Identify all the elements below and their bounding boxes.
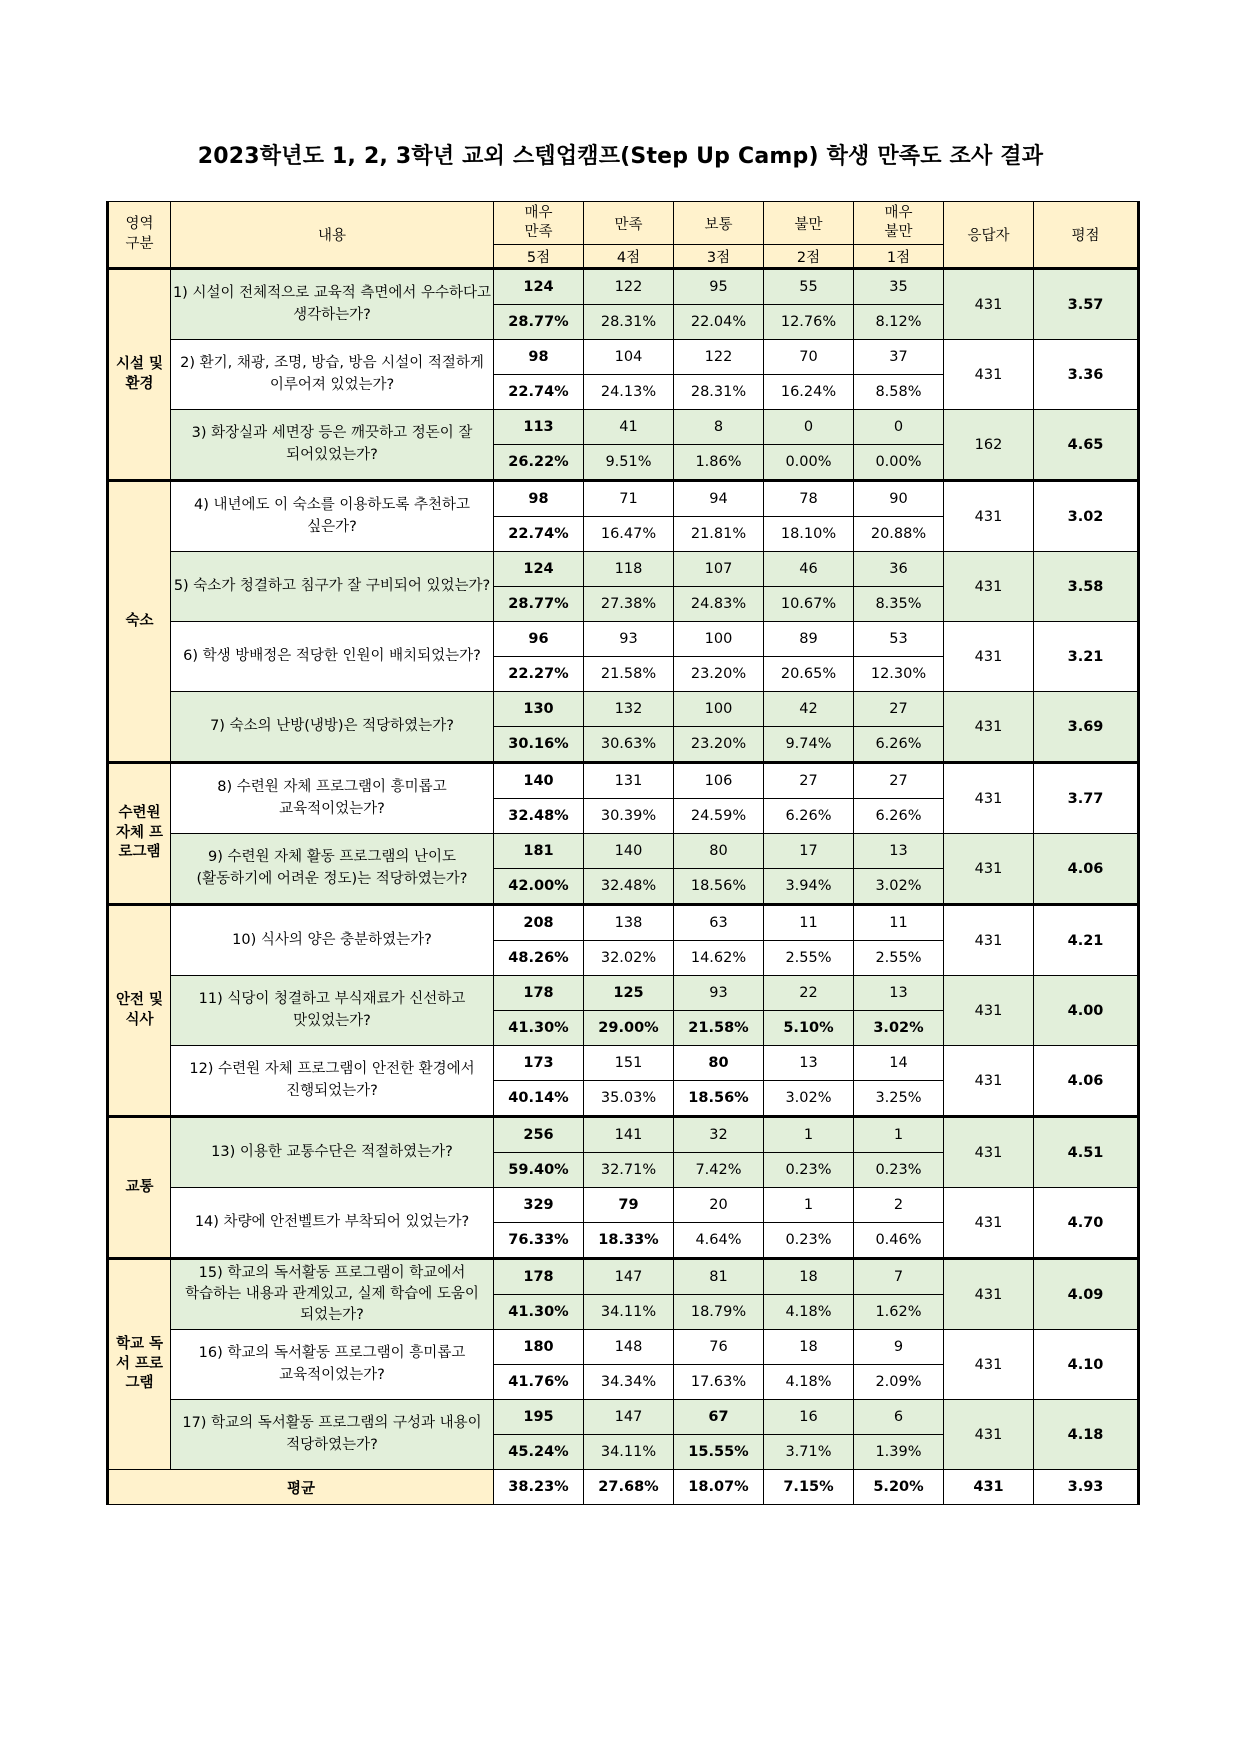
respondents-cell: 431 (944, 1046, 1034, 1117)
count-cell: 22 (764, 976, 854, 1011)
average-percent: 7.15% (764, 1470, 854, 1505)
header-scale-2: 불만 (764, 202, 854, 245)
respondents-cell: 431 (944, 340, 1034, 410)
count-cell: 9 (854, 1330, 944, 1365)
average-label: 평균 (108, 1470, 494, 1505)
respondents-cell: 431 (944, 1330, 1034, 1400)
percent-cell: 0.23% (764, 1223, 854, 1259)
respondents-cell: 431 (944, 905, 1034, 976)
respondents-cell: 431 (944, 1400, 1034, 1470)
percent-cell: 23.20% (674, 727, 764, 763)
score-cell: 4.18 (1034, 1400, 1139, 1470)
count-cell: 122 (674, 340, 764, 375)
count-cell: 93 (674, 976, 764, 1011)
question-count-row (108, 622, 1139, 657)
percent-cell: 34.11% (584, 1435, 674, 1470)
percent-cell: 42.00% (494, 869, 584, 905)
count-cell: 27 (764, 763, 854, 799)
count-cell: 41 (584, 410, 674, 445)
count-cell: 124 (494, 552, 584, 587)
average-percent: 5.20% (854, 1470, 944, 1505)
count-cell: 27 (854, 763, 944, 799)
category-cell: 숙소 (108, 481, 171, 763)
header-score: 평점 (1034, 202, 1139, 269)
average-percent: 18.07% (674, 1470, 764, 1505)
header-scale-3: 보통 (674, 202, 764, 245)
category-cell: 시설 및 환경 (108, 269, 171, 481)
header-points-4: 4점 (584, 245, 674, 269)
count-cell: 1 (854, 1117, 944, 1153)
header-scale-5: 매우 만족 (494, 202, 584, 245)
question-text: 7) 숙소의 난방(냉방)은 적당하였는가? (171, 692, 494, 763)
count-cell: 132 (584, 692, 674, 727)
question-count-row (108, 905, 1139, 941)
percent-cell: 3.71% (764, 1435, 854, 1470)
score-cell: 4.21 (1034, 905, 1139, 976)
count-cell: 118 (584, 552, 674, 587)
percent-cell: 28.31% (584, 305, 674, 340)
respondents-cell: 431 (944, 269, 1034, 340)
question-text: 13) 이용한 교통수단은 적절하였는가? (171, 1117, 494, 1188)
percent-cell: 22.74% (494, 375, 584, 410)
percent-cell: 27.38% (584, 587, 674, 622)
average-row (108, 1470, 1139, 1505)
percent-cell: 1.62% (854, 1295, 944, 1330)
score-cell: 4.06 (1034, 834, 1139, 905)
count-cell: 1 (764, 1117, 854, 1153)
count-cell: 113 (494, 410, 584, 445)
percent-cell: 2.55% (764, 941, 854, 976)
count-cell: 98 (494, 481, 584, 517)
percent-cell: 8.58% (854, 375, 944, 410)
count-cell: 130 (494, 692, 584, 727)
score-cell: 4.51 (1034, 1117, 1139, 1188)
respondents-cell: 431 (944, 834, 1034, 905)
percent-cell: 21.81% (674, 517, 764, 552)
percent-cell: 0.23% (764, 1153, 854, 1188)
respondents-cell: 431 (944, 1259, 1034, 1330)
question-text: 4) 내년에도 이 숙소를 이용하도록 추천하고 싶은가? (171, 481, 494, 552)
count-cell: 100 (674, 692, 764, 727)
count-cell: 79 (584, 1188, 674, 1223)
percent-cell: 0.00% (854, 445, 944, 481)
count-cell: 80 (674, 1046, 764, 1081)
question-count-row (108, 763, 1139, 799)
count-cell: 18 (764, 1259, 854, 1295)
percent-cell: 2.55% (854, 941, 944, 976)
percent-cell: 17.63% (674, 1365, 764, 1400)
count-cell: 11 (854, 905, 944, 941)
percent-cell: 28.31% (674, 375, 764, 410)
header-points-1: 1점 (854, 245, 944, 269)
category-cell: 교통 (108, 1117, 171, 1259)
question-count-row (108, 410, 1139, 445)
percent-cell: 30.39% (584, 799, 674, 834)
percent-cell: 4.18% (764, 1365, 854, 1400)
question-text: 8) 수련원 자체 프로그램이 흥미롭고 교육적이었는가? (171, 763, 494, 834)
respondents-cell: 431 (944, 481, 1034, 552)
count-cell: 96 (494, 622, 584, 657)
percent-cell: 3.25% (854, 1081, 944, 1117)
count-cell: 42 (764, 692, 854, 727)
percent-cell: 32.02% (584, 941, 674, 976)
count-cell: 131 (584, 763, 674, 799)
percent-cell: 20.88% (854, 517, 944, 552)
score-cell: 4.06 (1034, 1046, 1139, 1117)
percent-cell: 32.48% (494, 799, 584, 834)
count-cell: 151 (584, 1046, 674, 1081)
count-cell: 90 (854, 481, 944, 517)
header-points-2: 2점 (764, 245, 854, 269)
question-count-row (108, 692, 1139, 727)
percent-cell: 18.56% (674, 1081, 764, 1117)
percent-cell: 35.03% (584, 1081, 674, 1117)
question-count-row (108, 1400, 1139, 1435)
average-percent: 27.68% (584, 1470, 674, 1505)
respondents-cell: 431 (944, 1188, 1034, 1259)
count-cell: 16 (764, 1400, 854, 1435)
count-cell: 6 (854, 1400, 944, 1435)
count-cell: 70 (764, 340, 854, 375)
question-text: 11) 식당이 청결하고 부식재료가 신선하고 맛있었는가? (171, 976, 494, 1046)
percent-cell: 18.33% (584, 1223, 674, 1259)
percent-cell: 32.48% (584, 869, 674, 905)
percent-cell: 6.26% (854, 727, 944, 763)
question-text: 5) 숙소가 청결하고 침구가 잘 구비되어 있었는가? (171, 552, 494, 622)
question-count-row (108, 1117, 1139, 1153)
percent-cell: 30.63% (584, 727, 674, 763)
percent-cell: 59.40% (494, 1153, 584, 1188)
count-cell: 141 (584, 1117, 674, 1153)
percent-cell: 26.22% (494, 445, 584, 481)
question-count-row (108, 340, 1139, 375)
score-cell: 3.02 (1034, 481, 1139, 552)
percent-cell: 3.02% (854, 869, 944, 905)
question-text: 12) 수련원 자체 프로그램이 안전한 환경에서 진행되었는가? (171, 1046, 494, 1117)
count-cell: 78 (764, 481, 854, 517)
question-count-row (108, 1188, 1139, 1223)
score-cell: 3.69 (1034, 692, 1139, 763)
header-content: 내용 (171, 202, 494, 269)
percent-cell: 18.56% (674, 869, 764, 905)
percent-cell: 34.11% (584, 1295, 674, 1330)
percent-cell: 14.62% (674, 941, 764, 976)
count-cell: 89 (764, 622, 854, 657)
average-percent: 38.23% (494, 1470, 584, 1505)
score-cell: 3.21 (1034, 622, 1139, 692)
percent-cell: 20.65% (764, 657, 854, 692)
header-points-5: 5점 (494, 245, 584, 269)
count-cell: 122 (584, 269, 674, 305)
count-cell: 46 (764, 552, 854, 587)
count-cell: 55 (764, 269, 854, 305)
percent-cell: 10.67% (764, 587, 854, 622)
count-cell: 11 (764, 905, 854, 941)
count-cell: 32 (674, 1117, 764, 1153)
percent-cell: 22.04% (674, 305, 764, 340)
score-cell: 4.00 (1034, 976, 1139, 1046)
header-row (108, 202, 1139, 245)
respondents-cell: 431 (944, 1117, 1034, 1188)
percent-cell: 21.58% (674, 1011, 764, 1046)
percent-cell: 3.94% (764, 869, 854, 905)
question-count-row (108, 1259, 1139, 1295)
percent-cell: 76.33% (494, 1223, 584, 1259)
count-cell: 13 (854, 834, 944, 869)
question-count-row (108, 552, 1139, 587)
respondents-cell: 431 (944, 552, 1034, 622)
count-cell: 181 (494, 834, 584, 869)
percent-cell: 8.12% (854, 305, 944, 340)
percent-cell: 2.09% (854, 1365, 944, 1400)
count-cell: 140 (584, 834, 674, 869)
score-cell: 4.65 (1034, 410, 1139, 481)
percent-cell: 28.77% (494, 587, 584, 622)
header-category: 영역 구분 (108, 202, 171, 269)
count-cell: 106 (674, 763, 764, 799)
percent-cell: 4.64% (674, 1223, 764, 1259)
percent-cell: 28.77% (494, 305, 584, 340)
respondents-cell: 162 (944, 410, 1034, 481)
question-text: 15) 학교의 독서활동 프로그램이 학교에서 학습하는 내용과 관계있고, 실제 학습에 도움이 되었는가? (171, 1259, 494, 1330)
percent-cell: 32.71% (584, 1153, 674, 1188)
count-cell: 14 (854, 1046, 944, 1081)
header-scale-1: 매우 불만 (854, 202, 944, 245)
score-cell: 3.36 (1034, 340, 1139, 410)
percent-cell: 23.20% (674, 657, 764, 692)
category-cell: 학교 독 서 프로 그램 (108, 1259, 171, 1470)
count-cell: 63 (674, 905, 764, 941)
count-cell: 37 (854, 340, 944, 375)
percent-cell: 12.30% (854, 657, 944, 692)
count-cell: 1 (764, 1188, 854, 1223)
count-cell: 36 (854, 552, 944, 587)
percent-cell: 21.58% (584, 657, 674, 692)
percent-cell: 0.23% (854, 1153, 944, 1188)
percent-cell: 4.18% (764, 1295, 854, 1330)
count-cell: 173 (494, 1046, 584, 1081)
count-cell: 0 (764, 410, 854, 445)
percent-cell: 12.76% (764, 305, 854, 340)
survey-results-table (106, 201, 1140, 1505)
count-cell: 94 (674, 481, 764, 517)
count-cell: 124 (494, 269, 584, 305)
question-text: 3) 화장실과 세면장 등은 깨끗하고 정돈이 잘 되어있었는가? (171, 410, 494, 481)
count-cell: 20 (674, 1188, 764, 1223)
count-cell: 256 (494, 1117, 584, 1153)
count-cell: 71 (584, 481, 674, 517)
percent-cell: 16.47% (584, 517, 674, 552)
percent-cell: 0.00% (764, 445, 854, 481)
percent-cell: 29.00% (584, 1011, 674, 1046)
percent-cell: 41.30% (494, 1295, 584, 1330)
count-cell: 18 (764, 1330, 854, 1365)
percent-cell: 6.26% (764, 799, 854, 834)
score-cell: 3.58 (1034, 552, 1139, 622)
percent-cell: 41.76% (494, 1365, 584, 1400)
count-cell: 140 (494, 763, 584, 799)
question-text: 17) 학교의 독서활동 프로그램의 구성과 내용이 적당하였는가? (171, 1400, 494, 1470)
count-cell: 329 (494, 1188, 584, 1223)
percent-cell: 24.59% (674, 799, 764, 834)
question-text: 16) 학교의 독서활동 프로그램이 흥미롭고 교육적이었는가? (171, 1330, 494, 1400)
percent-cell: 45.24% (494, 1435, 584, 1470)
question-count-row (108, 269, 1139, 305)
percent-cell: 0.46% (854, 1223, 944, 1259)
question-count-row (108, 976, 1139, 1011)
count-cell: 76 (674, 1330, 764, 1365)
header-respondents: 응답자 (944, 202, 1034, 269)
percent-cell: 5.10% (764, 1011, 854, 1046)
count-cell: 80 (674, 834, 764, 869)
percent-cell: 40.14% (494, 1081, 584, 1117)
question-text: 6) 학생 방배정은 적당한 인원이 배치되었는가? (171, 622, 494, 692)
score-cell: 4.10 (1034, 1330, 1139, 1400)
percent-cell: 16.24% (764, 375, 854, 410)
count-cell: 93 (584, 622, 674, 657)
header-scale-4: 만족 (584, 202, 674, 245)
header-points-3: 3점 (674, 245, 764, 269)
count-cell: 195 (494, 1400, 584, 1435)
percent-cell: 3.02% (854, 1011, 944, 1046)
category-cell: 안전 및 식사 (108, 905, 171, 1117)
percent-cell: 9.51% (584, 445, 674, 481)
page-title: 2023학년도 1, 2, 3학년 교외 스텝업캠프(Step Up Camp) 학생 만족도 조사 결과 (197, 144, 1044, 169)
respondents-cell: 431 (944, 763, 1034, 834)
count-cell: 107 (674, 552, 764, 587)
count-cell: 8 (674, 410, 764, 445)
percent-cell: 8.35% (854, 587, 944, 622)
count-cell: 35 (854, 269, 944, 305)
count-cell: 208 (494, 905, 584, 941)
count-cell: 98 (494, 340, 584, 375)
percent-cell: 18.10% (764, 517, 854, 552)
question-text: 10) 식사의 양은 충분하였는가? (171, 905, 494, 976)
category-cell: 수련원 자체 프 로그램 (108, 763, 171, 905)
count-cell: 13 (764, 1046, 854, 1081)
count-cell: 178 (494, 976, 584, 1011)
average-score: 3.93 (1034, 1470, 1139, 1505)
percent-cell: 24.83% (674, 587, 764, 622)
question-count-row (108, 1330, 1139, 1365)
count-cell: 178 (494, 1259, 584, 1295)
percent-cell: 34.34% (584, 1365, 674, 1400)
count-cell: 81 (674, 1259, 764, 1295)
count-cell: 13 (854, 976, 944, 1011)
count-cell: 17 (764, 834, 854, 869)
score-cell: 3.77 (1034, 763, 1139, 834)
count-cell: 27 (854, 692, 944, 727)
percent-cell: 3.02% (764, 1081, 854, 1117)
respondents-cell: 431 (944, 976, 1034, 1046)
count-cell: 104 (584, 340, 674, 375)
question-count-row (108, 834, 1139, 869)
percent-cell: 48.26% (494, 941, 584, 976)
count-cell: 100 (674, 622, 764, 657)
count-cell: 138 (584, 905, 674, 941)
question-text: 14) 차량에 안전벨트가 부착되어 있었는가? (171, 1188, 494, 1259)
count-cell: 0 (854, 410, 944, 445)
percent-cell: 30.16% (494, 727, 584, 763)
percent-cell: 18.79% (674, 1295, 764, 1330)
percent-cell: 1.39% (854, 1435, 944, 1470)
percent-cell: 41.30% (494, 1011, 584, 1046)
question-text: 2) 환기, 채광, 조명, 방습, 방음 시설이 적절하게 이루어져 있었는가? (171, 340, 494, 410)
percent-cell: 22.74% (494, 517, 584, 552)
score-cell: 4.09 (1034, 1259, 1139, 1330)
count-cell: 148 (584, 1330, 674, 1365)
percent-cell: 7.42% (674, 1153, 764, 1188)
respondents-cell: 431 (944, 622, 1034, 692)
question-count-row (108, 1046, 1139, 1081)
count-cell: 95 (674, 269, 764, 305)
score-cell: 3.57 (1034, 269, 1139, 340)
percent-cell: 22.27% (494, 657, 584, 692)
count-cell: 125 (584, 976, 674, 1011)
question-text: 1) 시설이 전체적으로 교육적 측면에서 우수하다고 생각하는가? (171, 269, 494, 340)
average-respondents: 431 (944, 1470, 1034, 1505)
count-cell: 147 (584, 1259, 674, 1295)
percent-cell: 1.86% (674, 445, 764, 481)
count-cell: 7 (854, 1259, 944, 1295)
percent-cell: 9.74% (764, 727, 854, 763)
question-count-row (108, 481, 1139, 517)
question-text: 9) 수련원 자체 활동 프로그램의 난이도(활동하기에 어려운 정도)는 적당하였는가? (171, 834, 494, 905)
count-cell: 180 (494, 1330, 584, 1365)
count-cell: 53 (854, 622, 944, 657)
percent-cell: 6.26% (854, 799, 944, 834)
respondents-cell: 431 (944, 692, 1034, 763)
percent-cell: 24.13% (584, 375, 674, 410)
count-cell: 2 (854, 1188, 944, 1223)
count-cell: 147 (584, 1400, 674, 1435)
count-cell: 67 (674, 1400, 764, 1435)
score-cell: 4.70 (1034, 1188, 1139, 1259)
percent-cell: 15.55% (674, 1435, 764, 1470)
